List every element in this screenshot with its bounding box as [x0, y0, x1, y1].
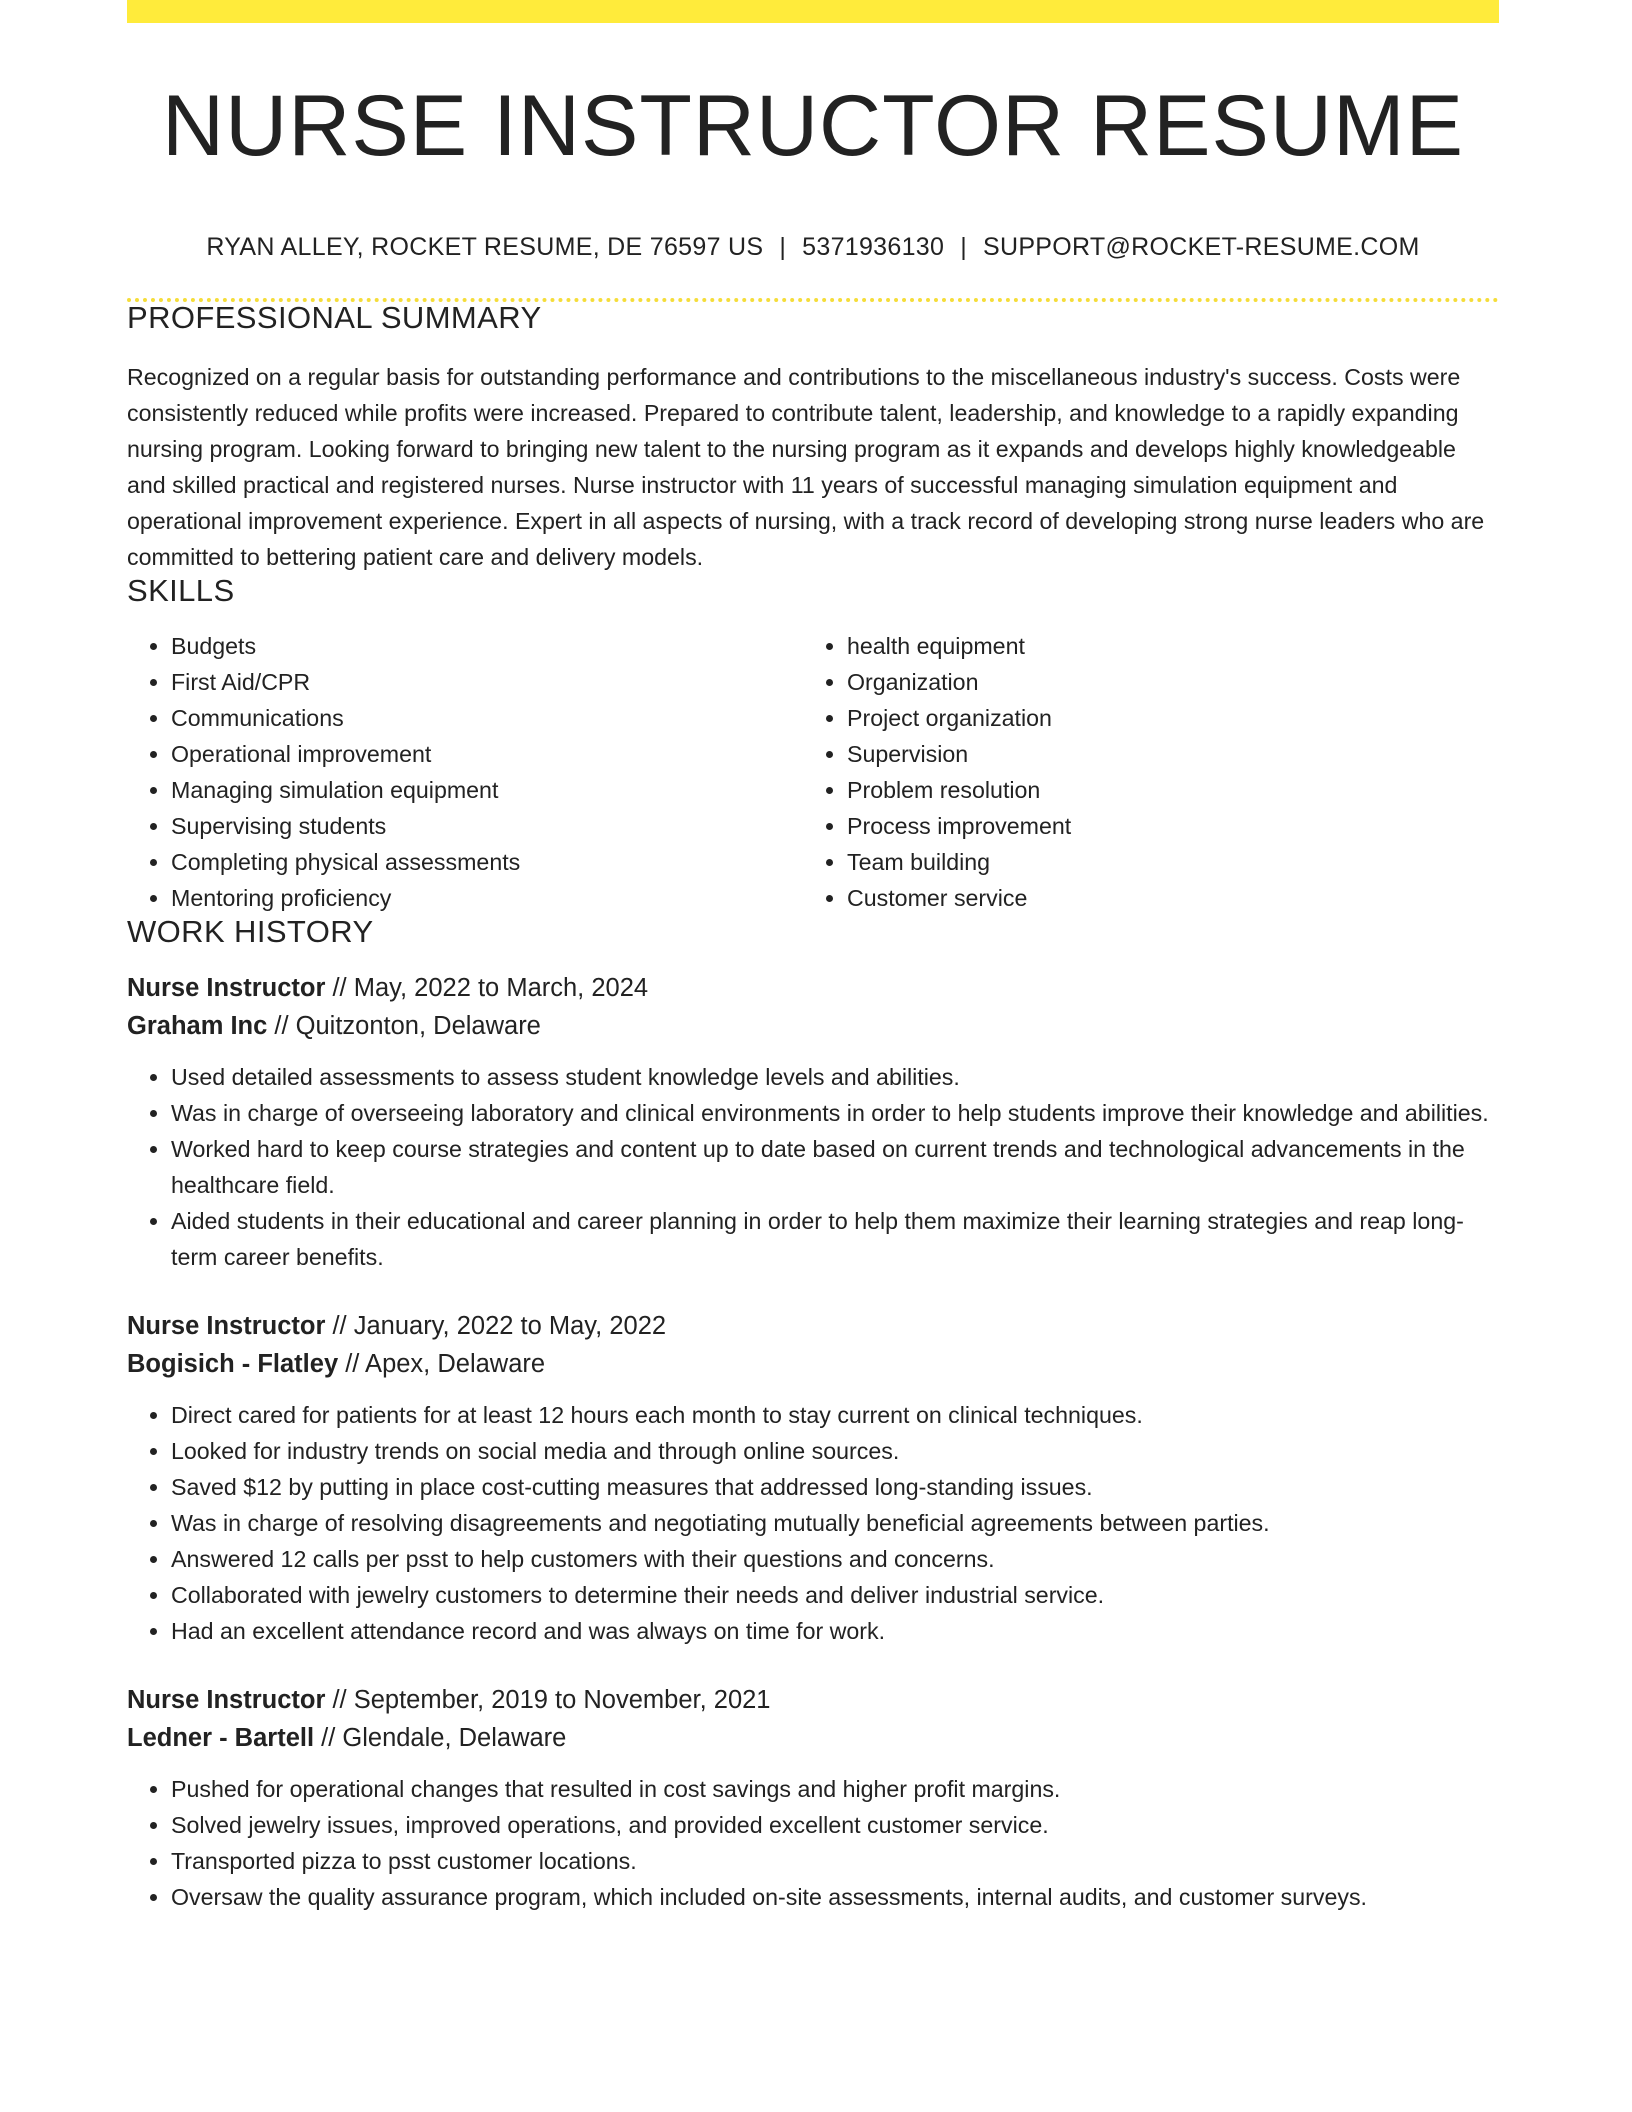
job-bullet: • Used detailed assessments to assess student knowledge levels and abilities.	[171, 1059, 1499, 1095]
skill-item: • Budgets	[171, 628, 803, 664]
job-company-line	[127, 1719, 1499, 1757]
job-dates: // May, 2022 to March, 2024	[325, 974, 649, 1002]
job-dates: // September, 2019 to November, 2021	[325, 1686, 771, 1714]
contact-line	[127, 235, 1499, 260]
work-history-heading: WORK HISTORY	[127, 914, 374, 949]
skill-item: • First Aid/CPR	[171, 664, 803, 700]
job-location: // Glendale, Delaware	[314, 1724, 567, 1752]
job-bullet: • Saved $12 by putting in place cost-cutting measures that addressed long-standing issues.	[171, 1469, 1499, 1505]
skill-item: • Supervising students	[171, 808, 803, 844]
job-bullet: • Worked hard to keep course strategies and content up to date based on current trends and technological advancements in the healthcare field.	[171, 1131, 1499, 1203]
job-bullet: • Looked for industry trends on social media and through online sources.	[171, 1433, 1499, 1469]
summary-text: Recognized on a regular basis for outstanding performance and contributions to the miscellaneous industry's success. Costs were consistently reduced while profits were increased. Prepared to contribute talent, leadership, and knowledge to a rapidly expanding nursing program. Looking forward to bringing new talent to the nursing program as it expands and develops highly knowledgeable and skilled practical and registered nurses. Nurse instructor with 11 years of successful managing simulation equipment and operational improvement experience. Expert in all aspects of nursing, with a track record of developing strong nurse leaders who are committed to bettering patient care and delivery models.	[127, 364, 1485, 570]
job-company-line	[127, 1345, 1499, 1383]
job-entry	[127, 1681, 1499, 1915]
job-bullet: • Was in charge of resolving disagreements and negotiating mutually beneficial agreements between parties.	[171, 1505, 1499, 1541]
skill-item: • Project organization	[847, 700, 1479, 736]
job-title-line	[127, 969, 1499, 1007]
job-company: Graham Inc	[127, 1012, 268, 1040]
skill-item: • Problem resolution	[847, 772, 1479, 808]
job-title-line	[127, 1681, 1499, 1719]
resume-page	[127, 0, 1499, 1915]
contact-separator: |	[960, 233, 967, 261]
job-bullets	[127, 1397, 1499, 1649]
job-location: // Quitzonton, Delaware	[267, 1012, 541, 1040]
job-company: Ledner - Bartell	[127, 1724, 315, 1752]
job-location: // Apex, Delaware	[338, 1350, 546, 1378]
contact-phone: 5371936130	[802, 233, 945, 261]
job-bullet: • Transported pizza to psst customer locations.	[171, 1843, 1499, 1879]
skill-item: • Communications	[171, 700, 803, 736]
job-title-line	[127, 1307, 1499, 1345]
skills-columns	[127, 628, 1499, 916]
skill-item: • Supervision	[847, 736, 1479, 772]
skill-item: • Managing simulation equipment	[171, 772, 803, 808]
job-title: Nurse Instructor	[127, 1312, 326, 1340]
job-company: Bogisich - Flatley	[127, 1350, 339, 1378]
job-bullet: • Aided students in their educational and career planning in order to help them maximize their learning strategies and reap long-term career benefits.	[171, 1203, 1499, 1275]
skill-item: • health equipment	[847, 628, 1479, 664]
skill-item: • Customer service	[847, 880, 1479, 916]
job-bullet: • Had an excellent attendance record and was always on time for work.	[171, 1613, 1499, 1649]
job-company-line	[127, 1007, 1499, 1045]
job-title: Nurse Instructor	[127, 1686, 326, 1714]
skill-item: • Process improvement	[847, 808, 1479, 844]
skill-item: • Organization	[847, 664, 1479, 700]
skill-item: • Completing physical assessments	[171, 844, 803, 880]
skills-heading: SKILLS	[127, 573, 235, 608]
job-bullet: • Pushed for operational changes that resulted in cost savings and higher profit margins.	[171, 1771, 1499, 1807]
job-entry	[127, 969, 1499, 1275]
job-dates: // January, 2022 to May, 2022	[325, 1312, 667, 1340]
top-accent-bar	[127, 0, 1499, 23]
job-bullets	[127, 1059, 1499, 1275]
contact-separator: |	[779, 233, 787, 261]
job-title: Nurse Instructor	[127, 974, 326, 1002]
skill-item: • Mentoring proficiency	[171, 880, 803, 916]
job-bullet: • Solved jewelry issues, improved operations, and provided excellent customer service.	[171, 1807, 1499, 1843]
job-bullet: • Direct cared for patients for at least 12 hours each month to stay current on clinical techniques.	[171, 1397, 1499, 1433]
skill-item: • Team building	[847, 844, 1479, 880]
job-bullet: • Collaborated with jewelry customers to determine their needs and deliver industrial service.	[171, 1577, 1499, 1613]
job-bullet: • Oversaw the quality assurance program, which included on-site assessments, internal audits, and customer surveys.	[171, 1879, 1499, 1915]
job-bullet: • Was in charge of overseeing laboratory and clinical environments in order to help students improve their knowledge and abilities.	[171, 1095, 1499, 1131]
skills-list-left	[127, 628, 803, 916]
job-bullet: • Answered 12 calls per psst to help customers with their questions and concerns.	[171, 1541, 1499, 1577]
contact-email: SUPPORT@ROCKET-RESUME.COM	[983, 233, 1420, 261]
skills-list-right	[803, 628, 1479, 916]
contact-address: RYAN ALLEY, ROCKET RESUME, DE 76597 US	[206, 233, 764, 261]
page-title: NURSE INSTRUCTOR RESUME	[162, 78, 1464, 174]
job-entry	[127, 1307, 1499, 1649]
job-bullets	[127, 1771, 1499, 1915]
skill-item: • Operational improvement	[171, 736, 803, 772]
summary-heading: PROFESSIONAL SUMMARY	[127, 300, 542, 335]
